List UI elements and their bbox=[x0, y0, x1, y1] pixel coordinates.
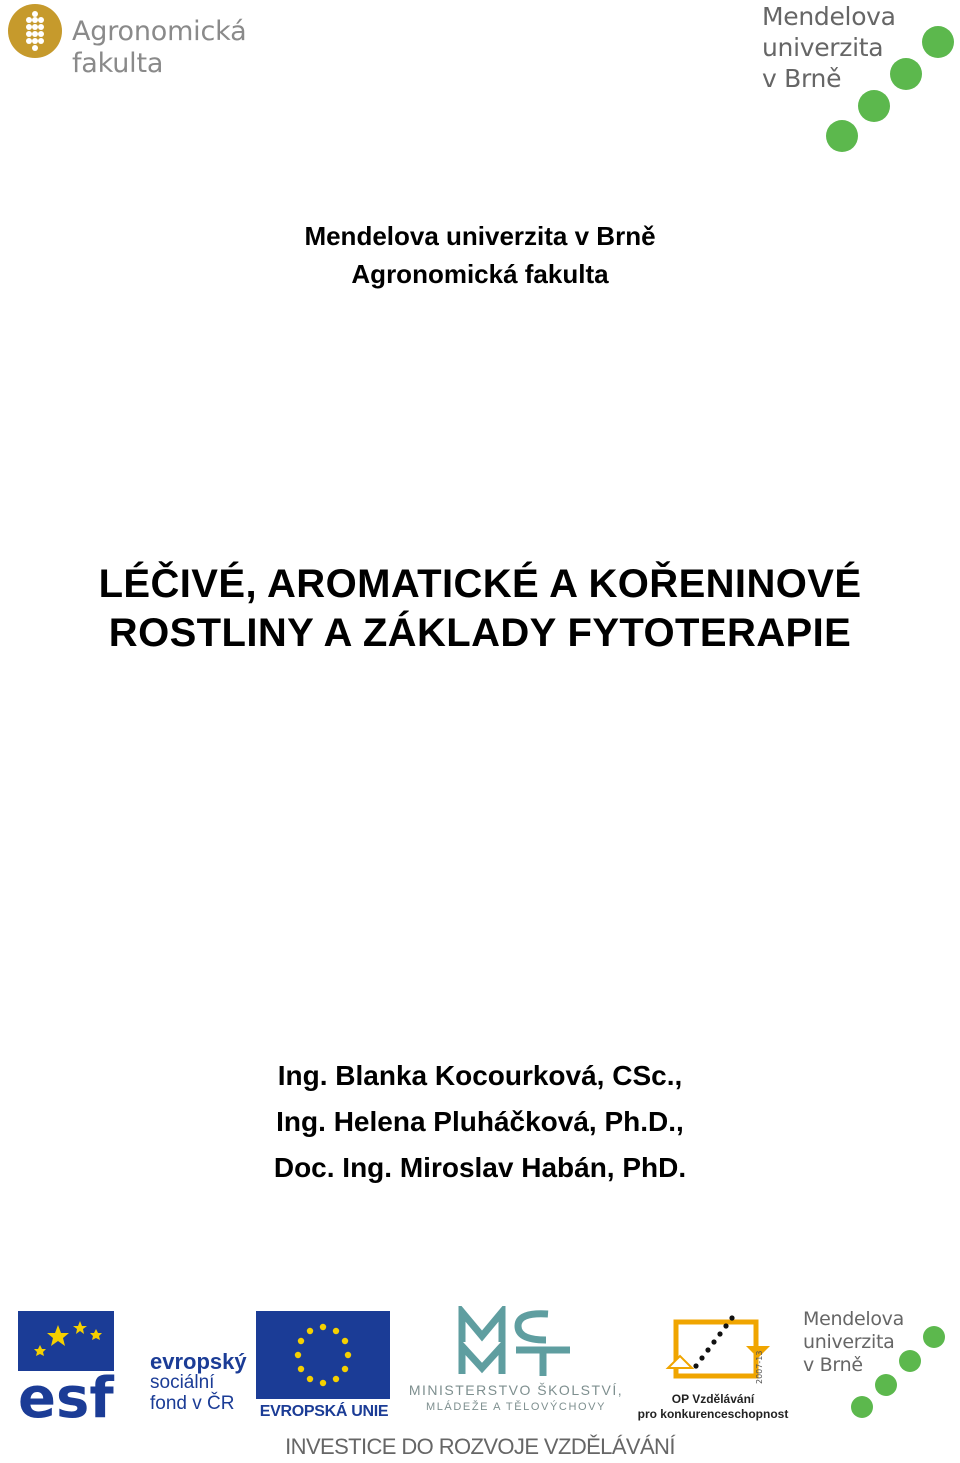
msmt-logo bbox=[398, 1306, 634, 1424]
msmt-logo-icon bbox=[398, 1306, 634, 1378]
university-logo-small-line3: v Brně bbox=[803, 1354, 863, 1376]
university-logo-small bbox=[803, 1306, 953, 1424]
university-logo-small-line2: univerzita bbox=[803, 1331, 895, 1353]
eu-flag-icon bbox=[256, 1311, 390, 1399]
university-name: Mendelova univerzita v Brně bbox=[304, 221, 656, 251]
op-logo bbox=[636, 1306, 790, 1424]
university-logo-line1: Mendelova bbox=[762, 2, 896, 31]
msmt-caption-line1: MINISTERSTVO ŠKOLSTVÍ, bbox=[408, 1382, 624, 1398]
faculty-logo bbox=[8, 4, 268, 84]
msmt-caption-line2: MLÁDEŽE A TĚLOVÝCHOVY bbox=[425, 1401, 607, 1413]
university-logo bbox=[762, 0, 960, 160]
author: Doc. Ing. Miroslav Habán, PhD. bbox=[273, 1152, 687, 1183]
esf-logo-icon bbox=[18, 1311, 148, 1421]
university-logo-line2: univerzita bbox=[762, 33, 884, 62]
op-caption-line2: pro konkurenceschopnost bbox=[637, 1407, 789, 1421]
svg-text:esf: esf bbox=[18, 1366, 114, 1421]
document-title-line2: ROSTLINY A ZÁKLADY FYTOTERAPIE bbox=[108, 611, 852, 655]
author: Ing. Helena Pluháčková, Ph.D., bbox=[276, 1106, 684, 1137]
investment-slogan: INVESTICE DO ROZVOJE VZDĚLÁVÁNÍ bbox=[285, 1434, 675, 1459]
eu-logo bbox=[256, 1311, 392, 1423]
author: Ing. Blanka Kocourková, CSc., bbox=[277, 1060, 683, 1091]
op-years: 2007-13 bbox=[755, 1350, 764, 1384]
esf-caption-line3: fond v ČR bbox=[150, 1393, 235, 1414]
eu-caption: EVROPSKÁ UNIE bbox=[259, 1403, 389, 1420]
op-caption-line1: OP Vzdělávání bbox=[671, 1392, 755, 1406]
university-logo-small-line1: Mendelova bbox=[803, 1308, 904, 1330]
grain-emblem-icon bbox=[8, 4, 62, 58]
university-logo-line3: v Brně bbox=[762, 64, 842, 93]
esf-caption-line2: sociální bbox=[150, 1372, 215, 1393]
faculty-name: Agronomická fakulta bbox=[351, 259, 609, 289]
faculty-logo-line2: fakulta bbox=[72, 48, 164, 79]
op-logo-icon bbox=[636, 1306, 790, 1390]
faculty-logo-line1: Agronomická bbox=[72, 16, 247, 47]
document-title-line1: LÉČIVÉ, AROMATICKÉ A KOŘENINOVÉ bbox=[98, 562, 862, 606]
esf-caption bbox=[150, 1351, 247, 1414]
esf-caption-line1: evropský bbox=[150, 1349, 247, 1374]
esf-logo bbox=[18, 1311, 248, 1421]
